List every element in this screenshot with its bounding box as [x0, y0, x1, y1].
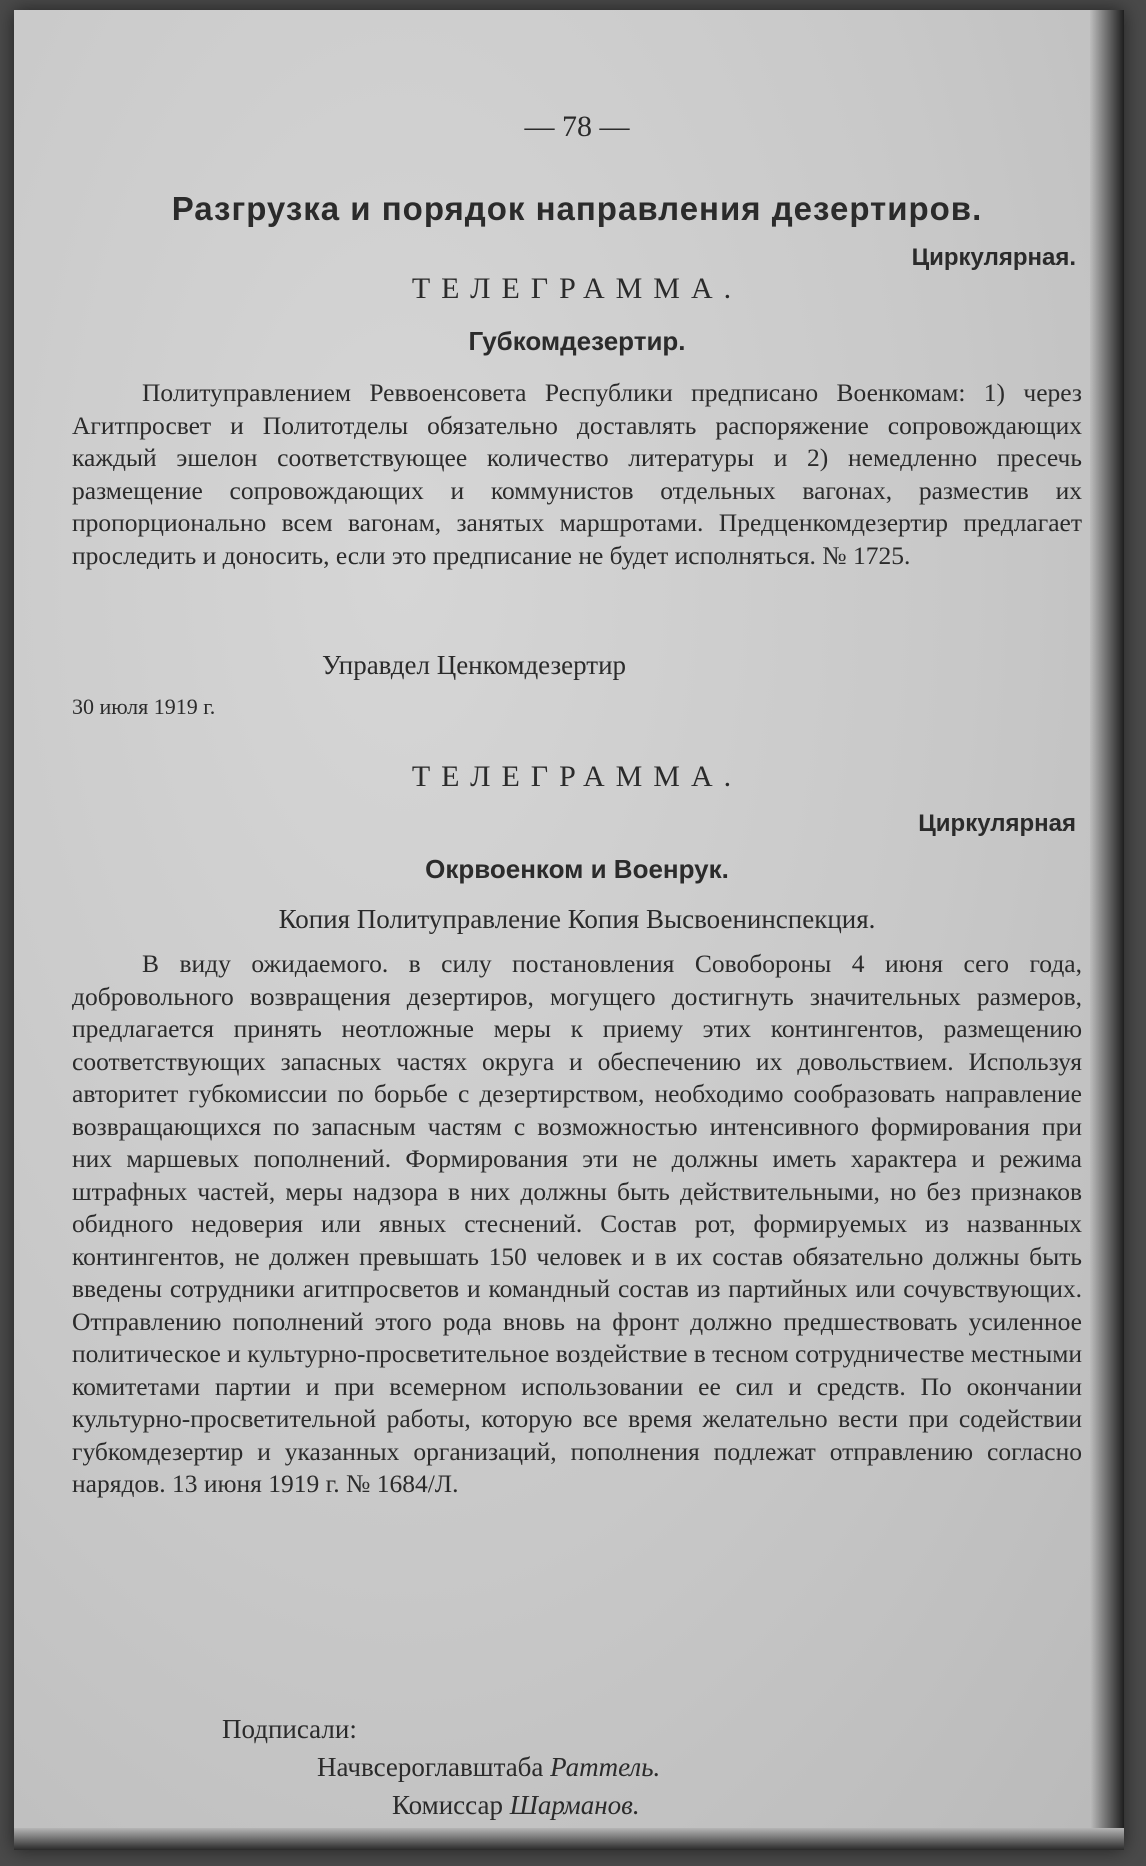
circular-label-1: Циркулярная.: [911, 244, 1076, 271]
signed-label: Подписали:: [222, 1714, 357, 1744]
telegram-heading-1: ТЕЛЕГРАММА.: [411, 272, 743, 305]
signature-1: Управдел Ценкомдезертир: [322, 650, 627, 680]
signer-2: [392, 1790, 640, 1821]
signer-2-title: Комиссар: [392, 1790, 503, 1820]
signer-1-name: Раттель.: [550, 1752, 661, 1782]
telegram-heading-2: ТЕЛЕГРАММА.: [411, 760, 743, 793]
date-1: 30 июля 1919 г.: [72, 694, 216, 719]
telegram-body-2: В виду ожидаемого. в силу постановления Совобороны 4 июня сего года, добровольного возвращения дезертиров, могущего достигнуть значительных размеров, предлагается принять неотложные меры к приему этих контингентов, размещению соответствующих запасных частях округа и обеспечению их довольствием. Используя авторитет губкомиссии по борьбе с дезертирством, необходимо сообразовать направление возвращающихся по запасным частям с возможностью интенсивного формирования при них маршевых пополнений. Формирования эти не должны иметь характера и режима штрафных частей, меры надзора в них должны быть действительными, но без признаков обидного недоверия или явных стеснений. Состав рот, формируемых из названных контингентов, не должен превышать 150 человек и в их состав обязательно должны быть введены сотрудники агитпросветов и командный состав из партийных или сочувствующих. Отправлению пополнений этого рода вновь на фронт должно предшествовать усиленное политическое и культурно-просветительное воздействие в тесном сотрудничестве местными комитетами партии и при всемерном использовании ее сил и средств. По окончании культурно-просветительной работы, которую все время желательно вести при содействии губкомдезертир и указанных организаций, пополнения подлежат отправлению согласно нарядов. 13 июня 1919 г. № 1684/Л.: [72, 949, 1082, 1498]
addressee-2: Окрвоенком и Военрук.: [425, 854, 729, 884]
addressee-1: Губкомдезертир.: [468, 326, 686, 356]
page-gutter-shadow: [1090, 10, 1124, 1850]
page-number: — 78 —: [524, 110, 630, 143]
signer-1-title: Начвсероглавштаба: [317, 1752, 544, 1782]
signer-1: [317, 1752, 660, 1783]
circular-label-2: Циркулярная: [918, 810, 1076, 837]
signer-2-name: Шарманов.: [509, 1790, 640, 1820]
telegram-body-1: Политуправлением Реввоенсовета Республики предписано Военкомам: 1) через Агитпросвет и Политотделы обязательно доставлять распоряжение сопровождающих каждый эшелон соответствующее количество литературы и 2) немедленно пресечь размещение сопровождающих и коммунистов отдельных вагонах, разместив их пропорционально всем вагонам, занятых маршротами. Предценкомдезертир предлагает проследить и доносить, если это предписание не будет исполняться. № 1725.: [72, 378, 1082, 570]
copy-line: Копия Политуправление Копия Высвоенинспекция.: [278, 904, 876, 934]
section-title: Разгрузка и порядок направления дезертиров.: [171, 190, 983, 227]
document-page: [14, 10, 1124, 1850]
page-bottom-edge: [14, 1828, 1124, 1850]
